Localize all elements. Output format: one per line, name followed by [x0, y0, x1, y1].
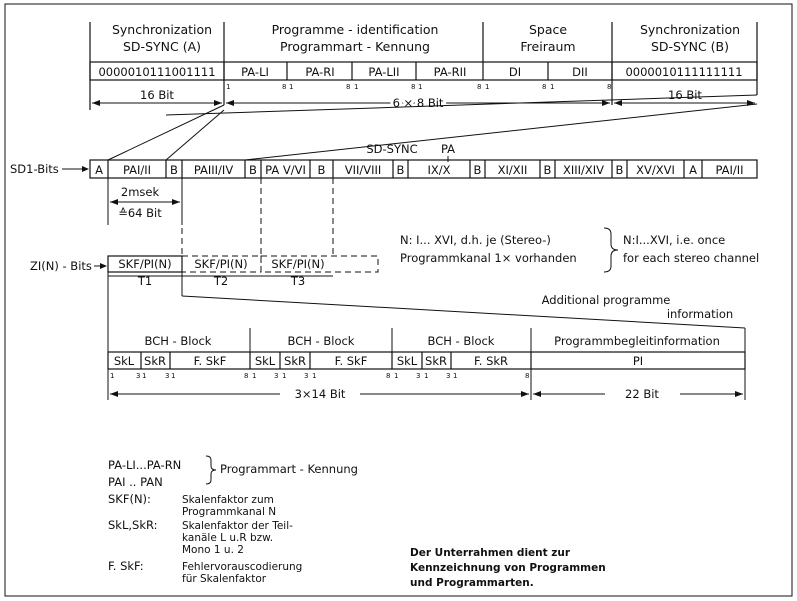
pi-cell: PI	[632, 354, 644, 368]
caption-line: und Programmarten.	[410, 577, 534, 589]
top-cell: PA-LI	[241, 65, 269, 79]
top-cell: DI	[508, 65, 522, 79]
legend	[108, 456, 358, 585]
bit-index: 1	[550, 83, 555, 91]
legend-term: PA-LI...PA-RN	[108, 458, 182, 472]
extra-line1: Additional programme	[541, 293, 671, 307]
bit-index: 8	[542, 83, 547, 91]
legend-term: SkL,SkR:	[108, 518, 158, 532]
sd1-row	[90, 160, 757, 178]
top-cell: PA-LII	[368, 65, 400, 79]
sd-sync-callout: SD-SYNC	[366, 142, 418, 156]
width-b-label: 16 Bit	[668, 88, 702, 102]
bit-index: 1	[453, 372, 458, 380]
bch-cell: SkR	[425, 354, 447, 368]
prog-id-title: Programme - identification	[271, 22, 439, 37]
width-left-label: 3×14 Bit	[294, 387, 346, 401]
sd1-cell: B	[615, 163, 624, 177]
bch-cell: F. SkF	[334, 354, 368, 368]
legend-desc: Fehlervorauscodierung	[182, 561, 303, 573]
zi-note-de-2: Programmkanal 1× vorhanden	[400, 251, 577, 265]
sync-b-title: Synchronization	[639, 22, 741, 37]
legend-desc: Mono 1 u. 2	[182, 544, 244, 556]
sd1-cell: A	[95, 163, 103, 177]
legend-desc: Programmkanal N	[182, 506, 277, 518]
sd1-cell: B	[249, 163, 257, 177]
sync-a-bits: 0000010111001111	[98, 65, 216, 79]
bit-index: 3	[446, 372, 451, 380]
prog-id-sub: Programmart - Kennung	[280, 39, 430, 54]
bit-index: 1	[252, 372, 257, 380]
bit-index: 1	[226, 83, 231, 91]
legend-term: F. SkF:	[108, 559, 144, 573]
pa-callout: PA	[440, 142, 456, 156]
sync-b-sub: SD-SYNC (B)	[650, 39, 730, 54]
zi-cell: SKF/PI(N)	[271, 257, 325, 271]
duration-bits-label: ≙64 Bit	[118, 206, 162, 220]
zi-label: T3	[290, 274, 306, 288]
zi-cell: SKF/PI(N)	[194, 257, 248, 271]
legend-brace	[206, 456, 216, 484]
legend-desc: kanäle L u.R bzw.	[182, 532, 274, 544]
bit-index: 1	[394, 372, 399, 380]
width-a-label: 16 Bit	[140, 88, 174, 102]
bch-cell: SkR	[284, 354, 306, 368]
width-right-label: 22 Bit	[625, 387, 659, 401]
width-mid-label: 6 × 8 Bit	[392, 96, 444, 110]
bit-index: 1	[424, 372, 429, 380]
bit-index: 1	[312, 372, 317, 380]
sd1-row-label: SD1-Bits	[10, 162, 59, 176]
sd1-cell: B	[473, 163, 482, 177]
bch-cell: SkL	[396, 354, 418, 368]
zi-note-en-1: N:I...XVI, i.e. once	[623, 233, 726, 247]
sync-b-bits: 0000010111111111	[625, 65, 743, 79]
sd1-cell: B	[317, 163, 326, 177]
zi-note-de-1: N: I... XVI, d.h. je (Stereo-)	[400, 233, 551, 247]
zi-row	[108, 256, 378, 288]
sync-a-sub: SD-SYNC (A)	[123, 39, 201, 54]
bottom-indices	[110, 372, 529, 380]
sd1-cell: PA V/VI	[265, 163, 306, 177]
block-title: BCH - Block	[144, 334, 212, 348]
bit-index: 8	[607, 83, 612, 91]
bit-index: 1	[282, 372, 287, 380]
bit-index: 8	[525, 372, 530, 380]
caption-line: Der Unterrahmen dient zur	[410, 547, 571, 559]
bch-cell: SkL	[254, 354, 276, 368]
sd1-cell: IX/X	[427, 163, 451, 177]
legend-desc: Skalenfaktor zum	[182, 494, 274, 506]
bit-index: 8	[244, 372, 249, 380]
zi-note-brace	[604, 228, 618, 272]
bit-index: 8	[386, 372, 391, 380]
sd1-cell: PAI/II	[715, 163, 744, 177]
sync-a-title: Synchronization	[111, 22, 213, 37]
space-title: Space	[528, 22, 568, 37]
top-cell: DII	[572, 65, 588, 79]
sd1-cell: XV/XVI	[636, 163, 675, 177]
bit-index: 1	[171, 372, 176, 380]
legend-term: PAI .. PAN	[108, 475, 163, 489]
bch-cell: F. SkR	[473, 354, 509, 368]
bch-cell: SkL	[113, 354, 135, 368]
zi-note-en-2: for each stereo channel	[623, 251, 760, 265]
bit-index: 1	[354, 83, 359, 91]
bch-cell: SkR	[144, 354, 166, 368]
sd1-cell: B	[396, 163, 405, 177]
bit-index: 3	[136, 372, 141, 380]
bit-index: 1	[418, 83, 423, 91]
top-bit-row	[90, 62, 757, 91]
top-cell: PA-RII	[433, 65, 467, 79]
sd1-cell: XIII/XIV	[562, 163, 605, 177]
zi-cell: SKF/PI(N)	[118, 257, 172, 271]
block-title: BCH - Block	[287, 334, 355, 348]
bch-cell: F. SkF	[193, 354, 227, 368]
bit-index: 8	[346, 83, 351, 91]
zi-label: T2	[213, 274, 229, 288]
sd1-cell: B	[543, 163, 552, 177]
zi-row-label: ZI(N) - Bits	[30, 259, 92, 273]
extra-line2: information	[666, 307, 734, 321]
sd1-cell: B	[170, 163, 178, 177]
bit-index: 3	[304, 372, 309, 380]
duration-label: 2msek	[120, 185, 160, 199]
legend-brace-label: Programmart - Kennung	[220, 462, 358, 476]
bit-index: 3	[274, 372, 279, 380]
bit-index: 8	[411, 83, 416, 91]
caption-line: Kennzeichnung von Programmen	[410, 562, 606, 574]
bottom-block	[108, 328, 745, 401]
block-title: BCH - Block	[427, 334, 495, 348]
top-header	[112, 22, 740, 54]
caption	[410, 547, 606, 589]
legend-desc: für Skalenfaktor	[182, 573, 267, 585]
legend-term: SKF(N):	[108, 492, 151, 506]
bit-index: 1	[142, 372, 147, 380]
bit-index: 1	[485, 83, 490, 91]
block-title: Programmbegleitinformation	[554, 334, 720, 348]
legend-desc: Skalenfaktor der Teil-	[182, 520, 293, 532]
bit-index: 8	[282, 83, 287, 91]
top-cell: PA-RI	[305, 65, 335, 79]
bit-index: 3	[165, 372, 170, 380]
sd1-cell: PAIII/IV	[193, 163, 234, 177]
bit-index: 1	[110, 372, 115, 380]
zi-label: T1	[137, 274, 153, 288]
bit-index: 8	[477, 83, 482, 91]
bit-index: 1	[289, 83, 294, 91]
sd1-cell: PAI/II	[122, 163, 152, 177]
bit-index: 3	[416, 372, 421, 380]
sd1-cell: XI/XII	[497, 163, 528, 177]
sd1-cell: A	[689, 163, 697, 177]
space-sub: Freiraum	[520, 39, 576, 54]
sd1-cell: VII/VIII	[344, 163, 382, 177]
